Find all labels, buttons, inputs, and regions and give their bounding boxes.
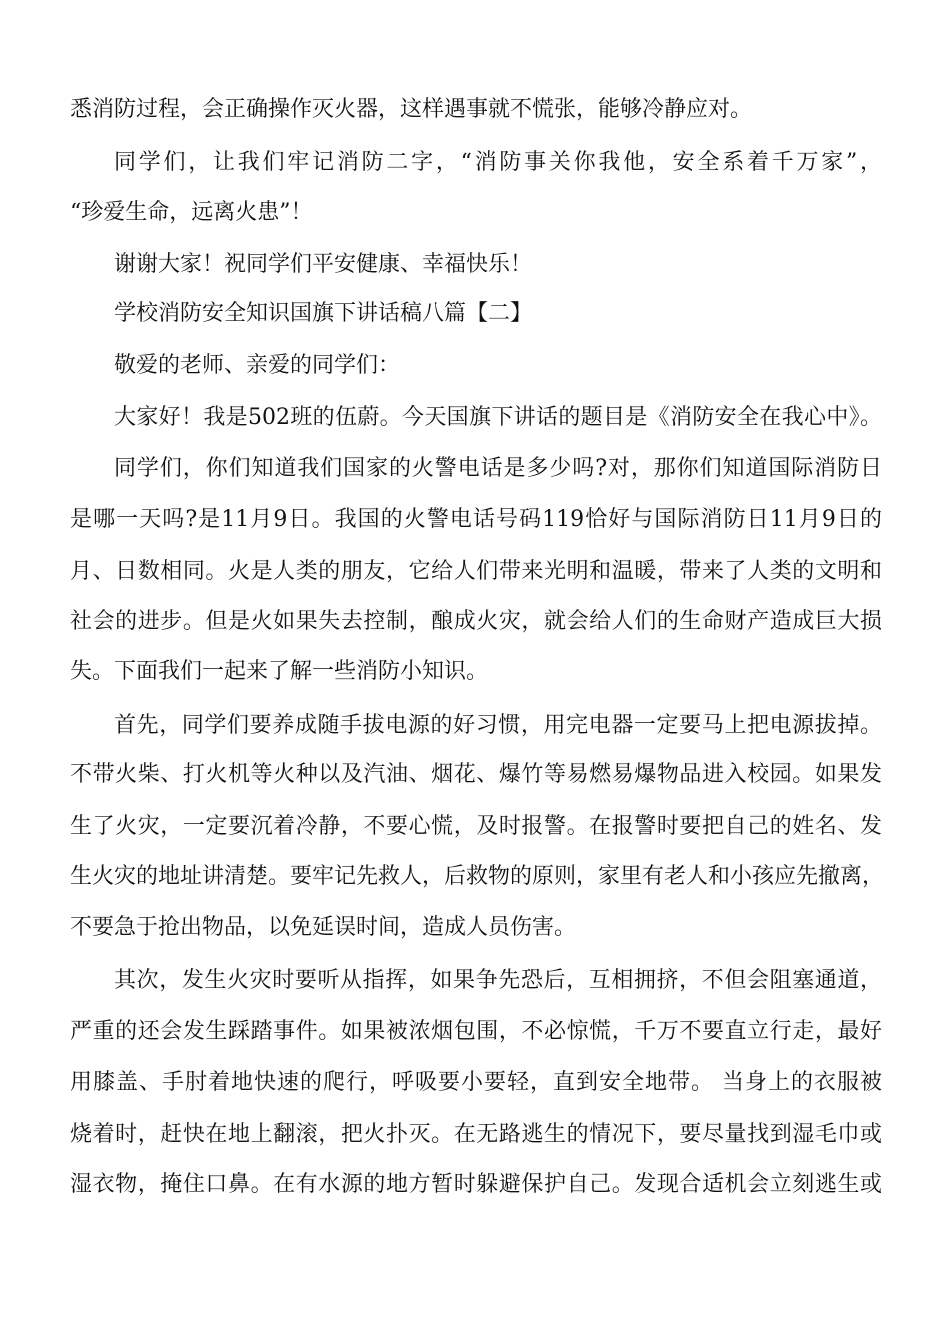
text-line: 严重的还会发生踩踏事件。如果被浓烟包围，不必惊慌，千万不要直立行走，最好 (70, 1019, 882, 1044)
text-line: “珍爱生命，远离火患”！ (70, 200, 313, 225)
text-line: 社会的进步。但是火如果失去控制，酿成火灾，就会给人们的生命财产造成巨大损 (70, 609, 882, 634)
text-line: 失。下面我们一起来了解一些消防小知识。 (70, 659, 489, 684)
text-line: 生火灾的地址讲清楚。要牢记先救人，后救物的原则，家里有老人和小孩应先撤离， (70, 864, 885, 889)
text-line: 其次，发生火灾时要听从指挥，如果争先恐后，互相拥挤，不但会阻塞通道， (114, 968, 882, 993)
text-line: 谢谢大家！祝同学们平安健康、幸福快乐！ (114, 252, 533, 277)
text-line: 同学们，让我们牢记消防二字，“消防事关你我他，安全系着千万家”， (114, 150, 882, 175)
text-line: 烧着时，赶快在地上翻滚，把火扑灭。在无路逃生的情况下，要尽量找到湿毛巾或 (70, 1122, 882, 1147)
salutation: 敬爱的老师、亲爱的同学们： (114, 353, 401, 378)
section-heading: 学校消防安全知识国旗下讲话稿八篇【二】 (114, 301, 533, 326)
text-line: 月、日数相同。火是人类的朋友，它给人们带来光明和温暖，带来了人类的文明和 (70, 559, 882, 584)
text-line: 同学们，你们知道我们国家的火警电话是多少吗?对，那你们知道国际消防日 (114, 456, 882, 481)
text-line: 悉消防过程，会正确操作灭火器，这样遇事就不慌张，能够冷静应对。 (70, 97, 753, 122)
text-line: 不带火柴、打火机等火种以及汽油、烟花、爆竹等易燃易爆物品进入校园。如果发 (70, 762, 882, 787)
text-line: 不要急于抢出物品，以免延误时间，造成人员伤害。 (70, 915, 577, 940)
text-line: 是哪一天吗?是11月9日。我国的火警电话号码119恰好与国际消防日11月9日的 (70, 507, 882, 532)
text-line: 大家好！我是502班的伍蔚。今天国旗下讲话的题目是《消防安全在我心中》。 (114, 405, 882, 430)
text-line: 用膝盖、手肘着地快速的爬行，呼吸要小要轻，直到安全地带。 当身上的衣服被 (70, 1070, 882, 1095)
text-line: 湿衣物，掩住口鼻。在有水源的地方暂时躲避保护自己。发现合适机会立刻逃生或 (70, 1172, 882, 1197)
text-line: 首先，同学们要养成随手拔电源的好习惯，用完电器一定要马上把电源拔掉。 (114, 713, 882, 738)
text-line: 生了火灾，一定要沉着冷静，不要心慌，及时报警。在报警时要把自己的姓名、发 (70, 814, 882, 839)
